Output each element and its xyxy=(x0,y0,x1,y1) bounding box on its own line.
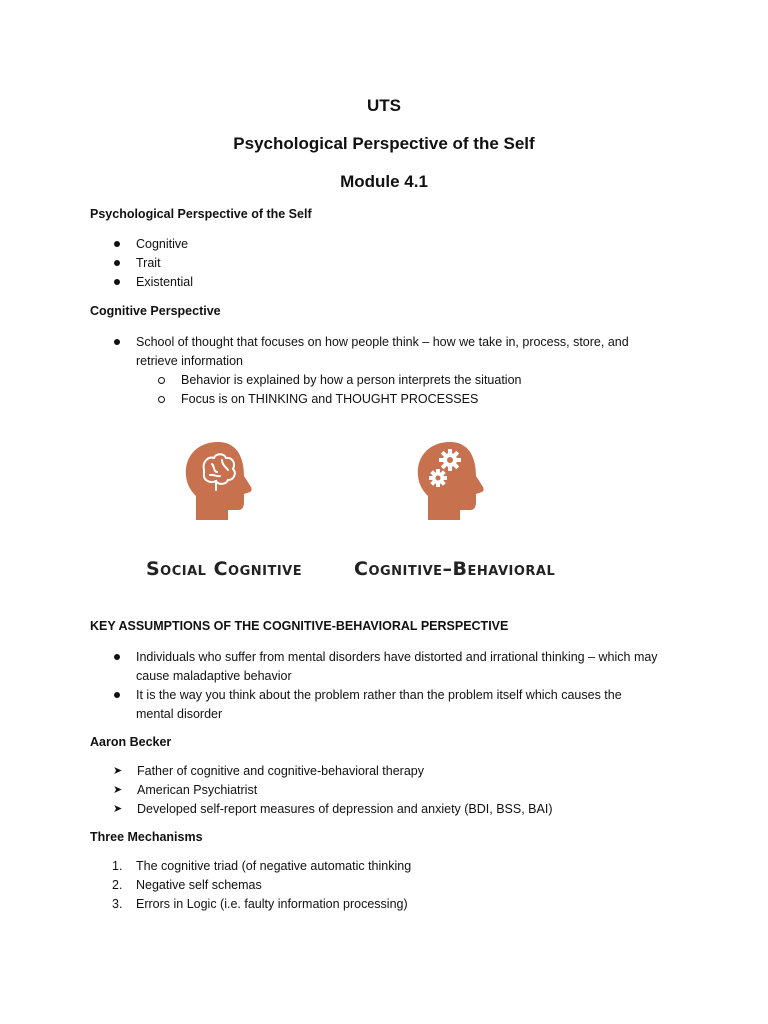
section-heading-cognitive: Cognitive Perspective xyxy=(90,304,221,318)
list-item-text: American Psychiatrist xyxy=(137,783,258,797)
arrow-bullet-icon: ➤ xyxy=(113,765,123,777)
list-number: 1. xyxy=(112,859,123,873)
list-number: 3. xyxy=(112,897,123,911)
perspective-list xyxy=(112,235,712,292)
sub-list-item: Focus is on THINKING and THOUGHT PROCESSES xyxy=(158,390,698,409)
mechanisms-list xyxy=(112,857,712,914)
list-item-text: Errors in Logic (i.e. faulty information processing) xyxy=(136,897,408,911)
list-item xyxy=(112,857,712,876)
social-cognitive-caption: Social Cognitive xyxy=(146,558,303,580)
list-item-line: Individuals who suffer from mental disorders have distorted and irrational thinking – which may xyxy=(136,650,658,664)
sub-list-item: Behavior is explained by how a person interprets the situation xyxy=(158,371,698,390)
section-heading-aaron-becker: Aaron Becker xyxy=(90,735,172,749)
list-item-line: School of thought that focuses on how people think – how we take in, process, store, and xyxy=(136,335,629,349)
list-item: Cognitive xyxy=(112,235,712,254)
list-item-text: Father of cognitive and cognitive-behavioral therapy xyxy=(137,764,424,778)
doc-subtitle: Psychological Perspective of the Self xyxy=(233,134,535,153)
list-item-line: retrieve information xyxy=(136,354,243,368)
list-item-text: Developed self-report measures of depression and anxiety (BDI, BSS, BAI) xyxy=(137,802,553,816)
brain-head-icon xyxy=(182,440,254,522)
list-number: 2. xyxy=(112,878,123,892)
list-item xyxy=(112,895,712,914)
list-item xyxy=(113,800,713,819)
list-item-text: Negative self schemas xyxy=(136,878,262,892)
section-heading-psych-perspective: Psychological Perspective of the Self xyxy=(90,207,312,221)
section-heading-three-mechanisms: Three Mechanisms xyxy=(90,830,203,844)
list-item-text: The cognitive triad (of negative automatic thinking xyxy=(136,859,412,873)
cognitive-sublist xyxy=(158,371,698,409)
assumptions-list xyxy=(112,648,712,724)
list-item-line: mental disorder xyxy=(136,707,223,721)
arrow-bullet-icon: ➤ xyxy=(113,784,123,796)
list-item xyxy=(112,333,712,371)
list-item xyxy=(112,648,712,686)
list-item: Existential xyxy=(112,273,712,292)
cognitive-behavioral-caption: Cognitive–Behavioral xyxy=(354,558,556,580)
becker-list xyxy=(113,762,713,819)
list-item: Trait xyxy=(112,254,712,273)
arrow-bullet-icon: ➤ xyxy=(113,803,123,815)
list-item-line: cause maladaptive behavior xyxy=(136,669,292,683)
list-item xyxy=(112,876,712,895)
cognitive-list xyxy=(112,333,712,371)
gears-head-icon xyxy=(414,440,486,522)
doc-title: UTS xyxy=(367,96,401,115)
list-item xyxy=(113,781,713,800)
list-item xyxy=(113,762,713,781)
list-item-line: It is the way you think about the problem rather than the problem itself which causes the xyxy=(136,688,622,702)
list-item xyxy=(112,686,712,724)
section-heading-key-assumptions: KEY ASSUMPTIONS OF THE COGNITIVE-BEHAVIORAL PERSPECTIVE xyxy=(90,619,509,633)
module-title: Module 4.1 xyxy=(340,172,428,191)
